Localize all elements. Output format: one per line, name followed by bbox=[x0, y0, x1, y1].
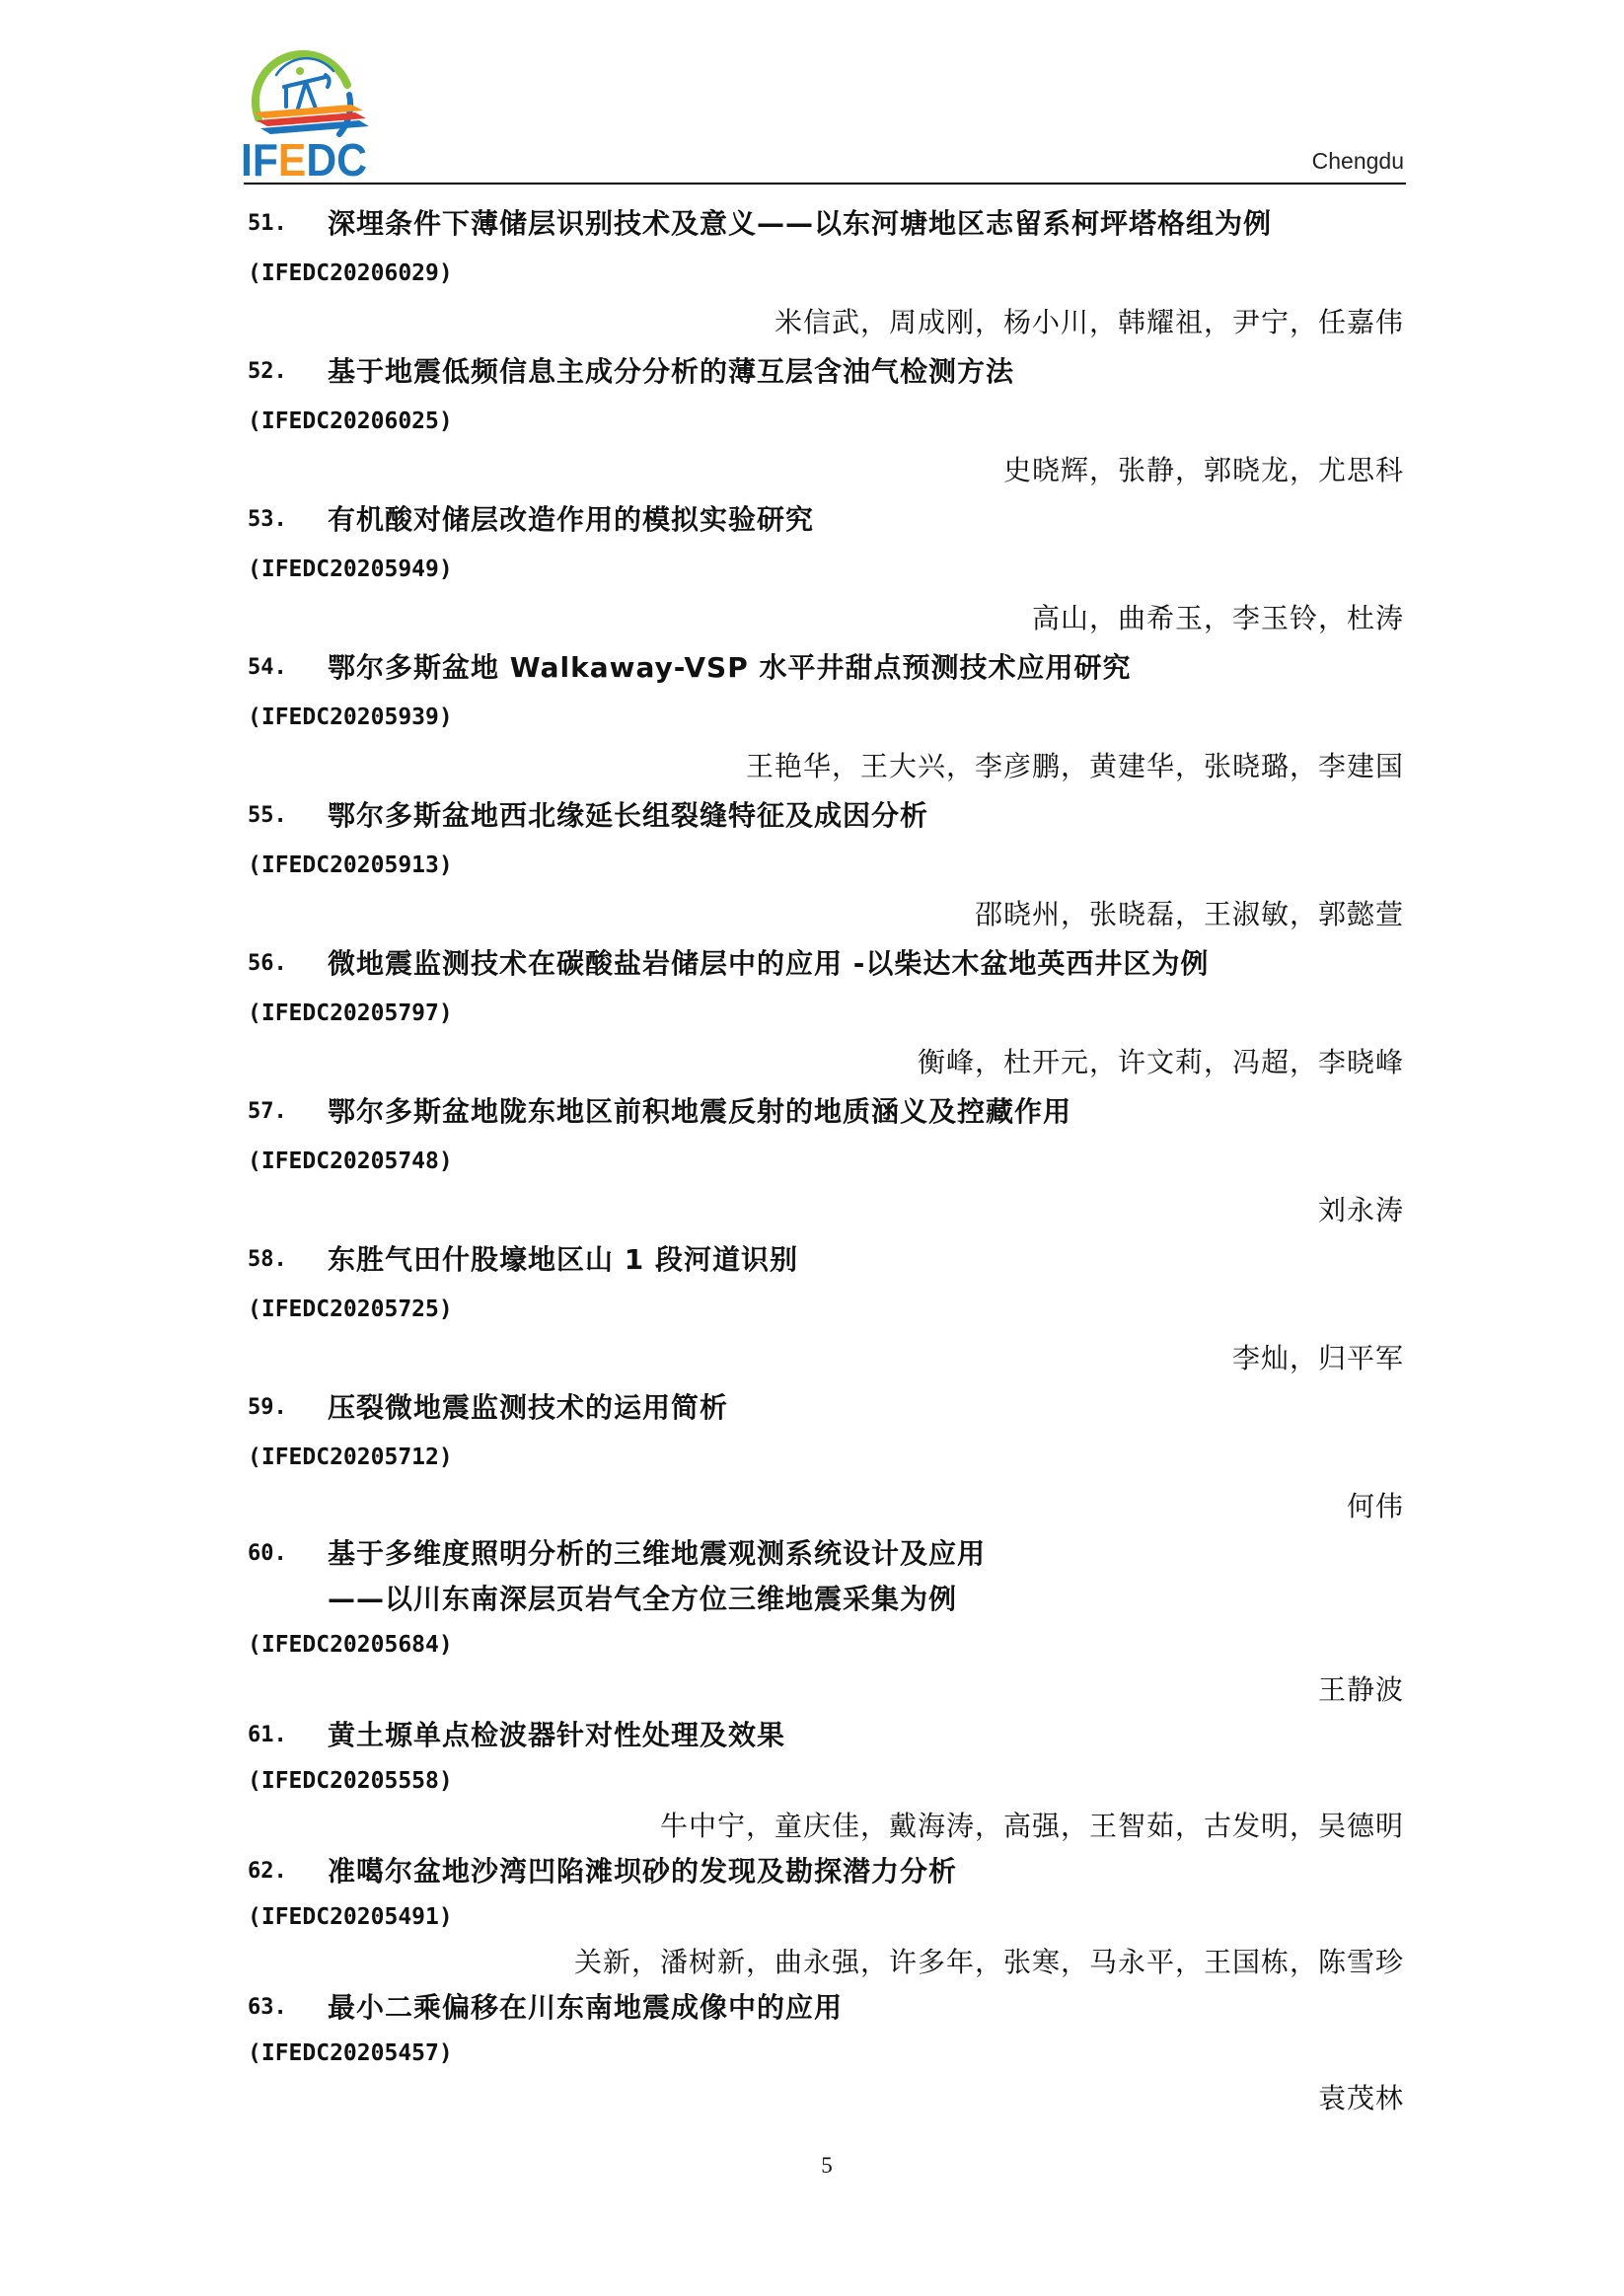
paper-entry bbox=[248, 1713, 1404, 1849]
paper-title: 准噶尔盆地沙湾凹陷滩坝砂的发现及勘探潜力分析 bbox=[328, 1855, 958, 1888]
paper-title: 鄂尔多斯盆地西北缘延长组裂缝特征及成因分析 bbox=[328, 799, 929, 832]
paper-title: 东胜气田什股壕地区山 1 段河道识别 bbox=[328, 1243, 798, 1276]
paper-entry bbox=[248, 1985, 1404, 2121]
paper-number: 56. bbox=[248, 951, 287, 976]
paper-number: 58. bbox=[248, 1247, 287, 1272]
paper-authors: 袁茂林 bbox=[1317, 2082, 1404, 2114]
paper-id: (IFEDC20206025) bbox=[248, 408, 453, 434]
logo-text-e: E bbox=[277, 134, 309, 180]
paper-title-row bbox=[248, 1383, 1404, 1433]
paper-entry bbox=[248, 1849, 1404, 1985]
paper-entry bbox=[248, 643, 1404, 791]
paper-title: 鄂尔多斯盆地 Walkaway-VSP 水平井甜点预测技术应用研究 bbox=[328, 651, 1132, 684]
paper-authors: 何伟 bbox=[1346, 1490, 1404, 1522]
page-number: 5 bbox=[821, 2153, 833, 2178]
paper-id: (IFEDC20205913) bbox=[248, 852, 453, 878]
paper-title-row bbox=[248, 347, 1404, 397]
paper-authors: 牛中宁，童庆佳，戴海涛，高强，王智茹，古发明，吴德明 bbox=[659, 1810, 1404, 1842]
paper-id: (IFEDC20205712) bbox=[248, 1444, 453, 1470]
paper-title: 微地震监测技术在碳酸盐岩储层中的应用 -以柴达木盆地英西井区为例 bbox=[328, 947, 1210, 980]
paper-title-row bbox=[248, 939, 1404, 989]
paper-title: 有机酸对储层改造作用的模拟实验研究 bbox=[328, 503, 815, 536]
paper-number: 61. bbox=[248, 1723, 287, 1747]
paper-title: 最小二乘偏移在川东南地震成像中的应用 bbox=[328, 1991, 844, 2024]
paper-number: 53. bbox=[248, 507, 287, 532]
paper-list bbox=[248, 199, 1404, 2121]
paper-title-row bbox=[248, 1713, 1404, 1758]
paper-authors: 王静波 bbox=[1317, 1673, 1404, 1706]
paper-authors: 关新，潘树新，曲永强，许多年，张寒，马永平，王国栋，陈雪珍 bbox=[573, 1946, 1404, 1978]
paper-title-row bbox=[248, 791, 1404, 841]
paper-entry bbox=[248, 939, 1404, 1087]
paper-number: 63. bbox=[248, 1995, 287, 2020]
paper-title-row bbox=[248, 1849, 1404, 1894]
paper-id: (IFEDC20205491) bbox=[248, 1904, 453, 1930]
paper-id: (IFEDC20205949) bbox=[248, 556, 453, 582]
paper-authors: 王艳华，王大兴，李彦鹏，黄建华，张晓璐，李建国 bbox=[745, 750, 1404, 782]
paper-id: (IFEDC20205684) bbox=[248, 1632, 453, 1658]
paper-id: (IFEDC20206029) bbox=[248, 260, 453, 286]
paper-title-row bbox=[248, 1087, 1404, 1137]
header-divider bbox=[244, 183, 1406, 185]
paper-entry bbox=[248, 1531, 1404, 1713]
paper-number: 60. bbox=[248, 1541, 287, 1566]
logo-text-dc: DC bbox=[306, 134, 372, 180]
logo-figure-head bbox=[296, 67, 304, 75]
paper-number: 59. bbox=[248, 1395, 287, 1420]
paper-number: 52. bbox=[248, 359, 287, 384]
paper-number: 57. bbox=[248, 1099, 287, 1124]
paper-title-row bbox=[248, 1235, 1404, 1285]
paper-title-row bbox=[248, 1531, 1404, 1577]
paper-title-row bbox=[248, 495, 1404, 545]
paper-entry bbox=[248, 347, 1404, 495]
paper-title-row bbox=[248, 1985, 1404, 2031]
ifedc-logo bbox=[237, 45, 375, 180]
paper-title: 基于多维度照明分析的三维地震观测系统设计及应用 bbox=[328, 1537, 987, 1570]
paper-authors: 衡峰，杜开元，许文莉，冯超，李晓峰 bbox=[917, 1046, 1404, 1078]
paper-authors: 刘永涛 bbox=[1317, 1194, 1404, 1226]
paper-number: 55. bbox=[248, 803, 287, 828]
paper-entry bbox=[248, 1087, 1404, 1235]
paper-subtitle: ——以川东南深层页岩气全方位三维地震采集为例 bbox=[328, 1583, 958, 1615]
paper-id: (IFEDC20205939) bbox=[248, 704, 453, 730]
paper-number: 51. bbox=[248, 211, 287, 236]
paper-entry bbox=[248, 791, 1404, 939]
paper-id: (IFEDC20205748) bbox=[248, 1148, 453, 1174]
paper-entry bbox=[248, 199, 1404, 347]
paper-title: 深埋条件下薄储层识别技术及意义——以东河塘地区志留系柯坪塔格组为例 bbox=[328, 207, 1273, 240]
paper-entry bbox=[248, 1235, 1404, 1383]
paper-id: (IFEDC20205558) bbox=[248, 1768, 453, 1794]
logo-text bbox=[241, 134, 372, 180]
paper-title: 基于地震低频信息主成分分析的薄互层含油气检测方法 bbox=[328, 355, 1015, 388]
paper-id: (IFEDC20205725) bbox=[248, 1296, 453, 1322]
paper-entry bbox=[248, 1383, 1404, 1531]
paper-title-row bbox=[248, 199, 1404, 249]
paper-title: 黄土塬单点检波器针对性处理及效果 bbox=[328, 1719, 786, 1751]
paper-entry bbox=[248, 495, 1404, 643]
paper-id: (IFEDC20205457) bbox=[248, 2040, 453, 2066]
paper-authors: 高山，曲希玉，李玉铃，杜涛 bbox=[1031, 602, 1404, 634]
paper-number: 62. bbox=[248, 1859, 287, 1884]
paper-authors: 史晓辉，张静，郭晓龙，尤思科 bbox=[1002, 454, 1404, 486]
paper-authors: 邵晓州，张晓磊，王淑敏，郭懿萱 bbox=[974, 898, 1404, 930]
paper-authors: 李灿，归平军 bbox=[1231, 1342, 1404, 1374]
paper-title-row bbox=[248, 643, 1404, 693]
paper-number: 54. bbox=[248, 655, 287, 680]
paper-title: 鄂尔多斯盆地陇东地区前积地震反射的地质涵义及控藏作用 bbox=[328, 1095, 1072, 1128]
logo-text-if: IF bbox=[241, 134, 281, 180]
paper-authors: 米信武，周成刚，杨小川，韩耀祖，尹宁，任嘉伟 bbox=[774, 306, 1404, 338]
pumpjack-icon bbox=[284, 75, 330, 109]
paper-id: (IFEDC20205797) bbox=[248, 1000, 453, 1026]
header-location: Chengdu bbox=[1311, 148, 1404, 174]
paper-title: 压裂微地震监测技术的运用简析 bbox=[328, 1391, 729, 1424]
